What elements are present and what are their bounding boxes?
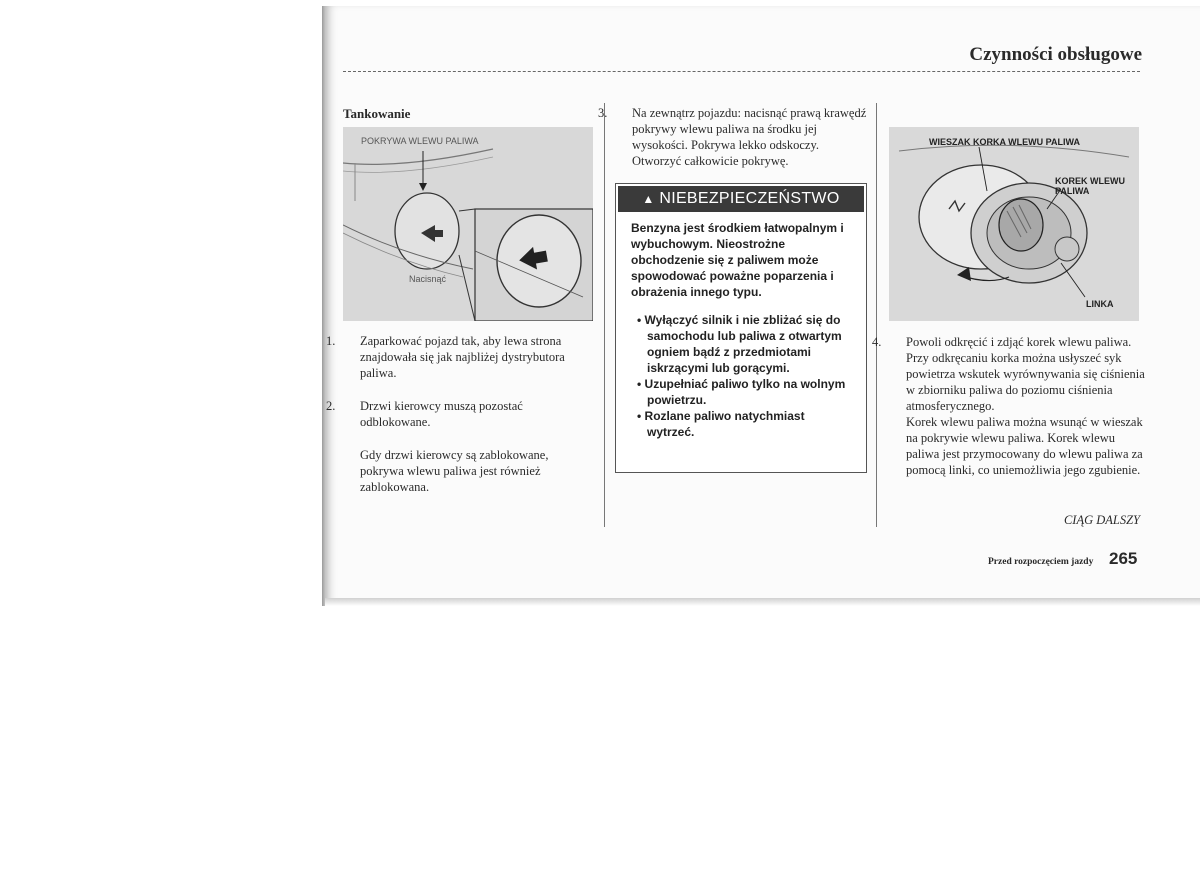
step-1: 1. Zaparkować pojazd tak, aby lewa strona znajdowała się jak najbliżej dystrybutora paliwa. [326,334,565,380]
column-divider-left [604,103,605,527]
step-4-text-2: Korek wlewu paliwa można wsunąć w wieszak na pokrywie wlewu paliwa. Korek wlewu paliwa jest przymocowany do wlewu paliwa za pomocą linki, co uniemożliwia jego zgubienie. [906,415,1143,477]
press-label: Nacisnąć [409,274,447,284]
column-divider-right [876,103,877,527]
step-2-text: Drzwi kierowcy muszą pozostać odblokowane. [360,399,523,429]
step-1-text: Zaparkować pojazd tak, aby lewa strona znajdowała się jak najbliżej dystrybutora paliwa. [360,334,565,380]
step-4-text: Powoli odkręcić i zdjąć korek wlewu paliwa. Przy odkręcaniu korka można usłyszeć syk powietrza wskutek wyrównywania się ciśnienia w zbiorniku paliwa do poziomu ciśnienia atmosferycznego. [906,335,1145,413]
fuel-cap-figure [889,127,1139,321]
header-rule [343,71,1140,72]
page-bottom-shadow [325,598,1200,606]
step-3-text: Na zewnątrz pojazdu: nacisnąć prawą krawędź pokrywy wlewu paliwa na środku jej wysokości. Pokrywa lekko odskoczy. Otworzyć całkowicie pokrywę. [632,106,867,168]
danger-warning-box [615,183,867,473]
danger-warning-body [616,220,866,440]
danger-warning-bullet: • Uzupełniać paliwo tylko na wolnym powietrzu. [631,376,854,408]
page-number: 265 [1109,549,1138,568]
cap-hanger-callout: WIESZAK KORKA WLEWU PALIWA [929,137,1080,147]
step-3: 3. Na zewnątrz pojazdu: nacisnąć prawą krawędź pokrywy wlewu paliwa na środku jej wysokości. Pokrywa lekko odskoczy. Otworzyć całkowicie pokrywę. [598,106,867,168]
cable-callout: LINKA [1086,299,1114,309]
fuel-cap-callout-line1: KOREK WLEWU [1055,176,1125,186]
danger-warning-header [618,186,864,212]
fuel-cap-illustration [889,127,1139,321]
step-2: 2. Drzwi kierowcy muszą pozostać odblokowane. [326,399,523,429]
danger-warning-list [631,312,854,440]
bleed-through-text [880,102,1140,118]
section-title: Tankowanie [343,106,411,121]
page-header-title: Czynności obsługowe [969,44,1142,65]
fuel-door-callout: POKRYWA WLEWU PALIWA [361,136,479,146]
step-4: 4. Powoli odkręcić i zdjąć korek wlewu paliwa. Przy odkręcaniu korka można usłyszeć syk powietrza wskutek wyrównywania się ciśnienia w zbiorniku paliwa do poziomu ciśnienia atmosferycznego. Korek wlewu paliwa można wsunąć w wieszak na pokrywie wlewu paliwa. Korek wlewu paliwa jest przymocowany do wlewu paliwa za pomocą linki, co uniemożliwia jego zgubienie. [872,335,1145,477]
danger-warning-bullet: • Rozlane paliwo natychmiast wytrzeć. [631,408,854,440]
locked-door-note: Gdy drzwi kierowcy są zablokowane, pokrywa wlewu paliwa jest również zablokowana. [360,448,549,494]
warning-triangle-icon: ▲ [642,192,655,206]
continued-label: CIĄG DALSZY [1063,513,1140,527]
fuel-cap-callout-line2: PALIWA [1055,186,1090,196]
fuel-door-figure [343,127,593,321]
danger-warning-title: NIEBEZPIECZEŃSTWO [659,190,840,207]
danger-warning-intro: Benzyna jest środkiem łatwopalnym i wybuchowym. Nieostrożne obchodzenie się z paliwem może spowodować poważne poparzenia i obrażenia innego typu. [631,221,844,299]
fuel-door-illustration [343,127,593,321]
footer-chapter-label: Przed rozpoczęciem jazdy [988,557,1094,567]
danger-warning-bullet: • Wyłączyć silnik i nie zbliżać się do samochodu lub paliwa z otwartym ogniem bądź z przedmiotami iskrzącymi lub gorącymi. [631,312,854,376]
